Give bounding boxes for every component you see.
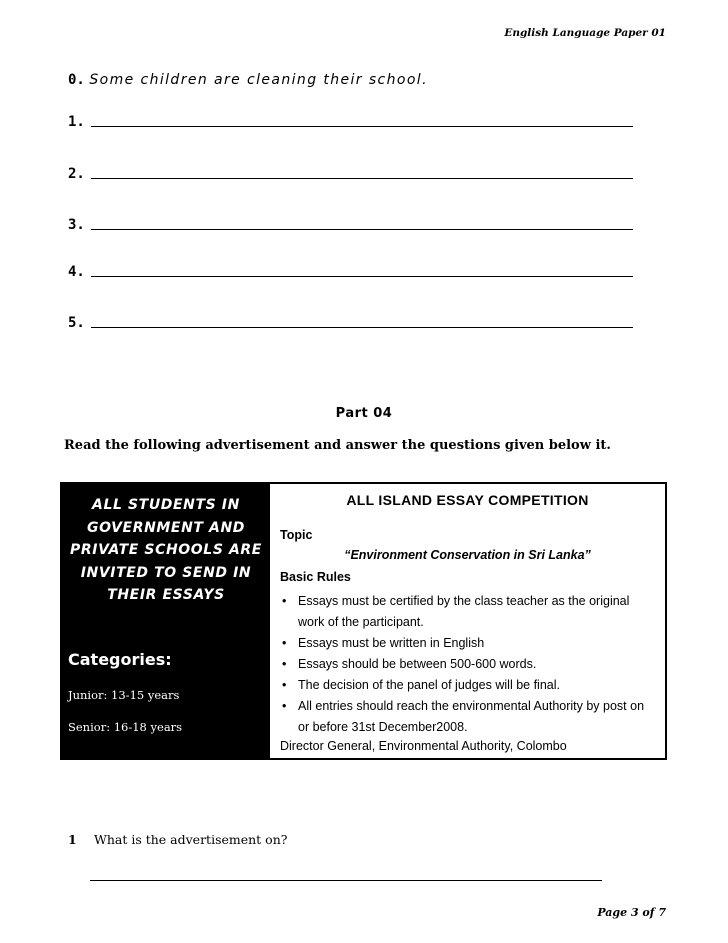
answer-line[interactable] [91, 229, 633, 230]
director-signature: Director General, Environmental Authority, Colombo [280, 739, 567, 753]
part-title: Part 04 [335, 406, 393, 421]
answer-row [68, 213, 633, 233]
answer-line[interactable] [91, 178, 633, 179]
rule-item: • Essays must be certified by the class teacher as the original work of the participant. [280, 591, 651, 633]
answer-row [68, 110, 633, 130]
rule-item: • Essays must be written in English [280, 633, 651, 654]
example-sentence [68, 72, 428, 88]
answer-number: 3. [68, 217, 85, 233]
answer-row [68, 311, 633, 331]
competition-title: ALL ISLAND ESSAY COMPETITION [346, 492, 589, 508]
answer-line[interactable] [91, 327, 633, 328]
answer-number: 2. [68, 166, 85, 182]
rules-list [280, 591, 651, 738]
category-item: Junior: 13-15 years [68, 688, 180, 702]
example-number: 0. [68, 72, 85, 88]
question-answer-line[interactable] [90, 880, 602, 881]
topic-text: “Environment Conservation in Sri Lanka” [344, 548, 591, 562]
rule-item: • All entries should reach the environmental Authority by post on or before 31st December2008. [280, 696, 651, 738]
part-instruction: Read the following advertisement and answer the questions given below it. [64, 438, 611, 453]
category-item: Senior: 16-18 years [68, 720, 183, 734]
categories-title: Categories: [68, 650, 172, 669]
answer-row [68, 260, 633, 280]
answer-line[interactable] [91, 126, 633, 127]
question-text: What is the advertisement on? [93, 832, 288, 847]
answer-line[interactable] [91, 276, 633, 277]
answer-number: 4. [68, 264, 85, 280]
rule-item: • The decision of the panel of judges will be final. [280, 675, 651, 696]
question-number: 1 [68, 832, 77, 847]
answer-number: 5. [68, 315, 85, 331]
advertisement-right-panel [270, 484, 665, 758]
rule-item: • Essays should be between 500-600 words. [280, 654, 651, 675]
paper-header: English Language Paper 01 [504, 27, 666, 39]
answer-number: 1. [68, 114, 85, 130]
topic-label: Topic [280, 528, 313, 542]
answer-row [68, 162, 633, 182]
rules-label: Basic Rules [280, 570, 351, 584]
page-number: Page 3 of 7 [597, 906, 666, 919]
advertisement-left-panel [62, 484, 270, 758]
question-item [68, 832, 287, 847]
invite-text: ALL STUDENTS IN GOVERNMENT AND PRIVATE SCHOOLS ARE INVITED TO SEND IN THEIR ESSAYS [70, 497, 262, 603]
advertisement [60, 482, 667, 760]
example-text: Some children are cleaning their school. [89, 72, 428, 88]
